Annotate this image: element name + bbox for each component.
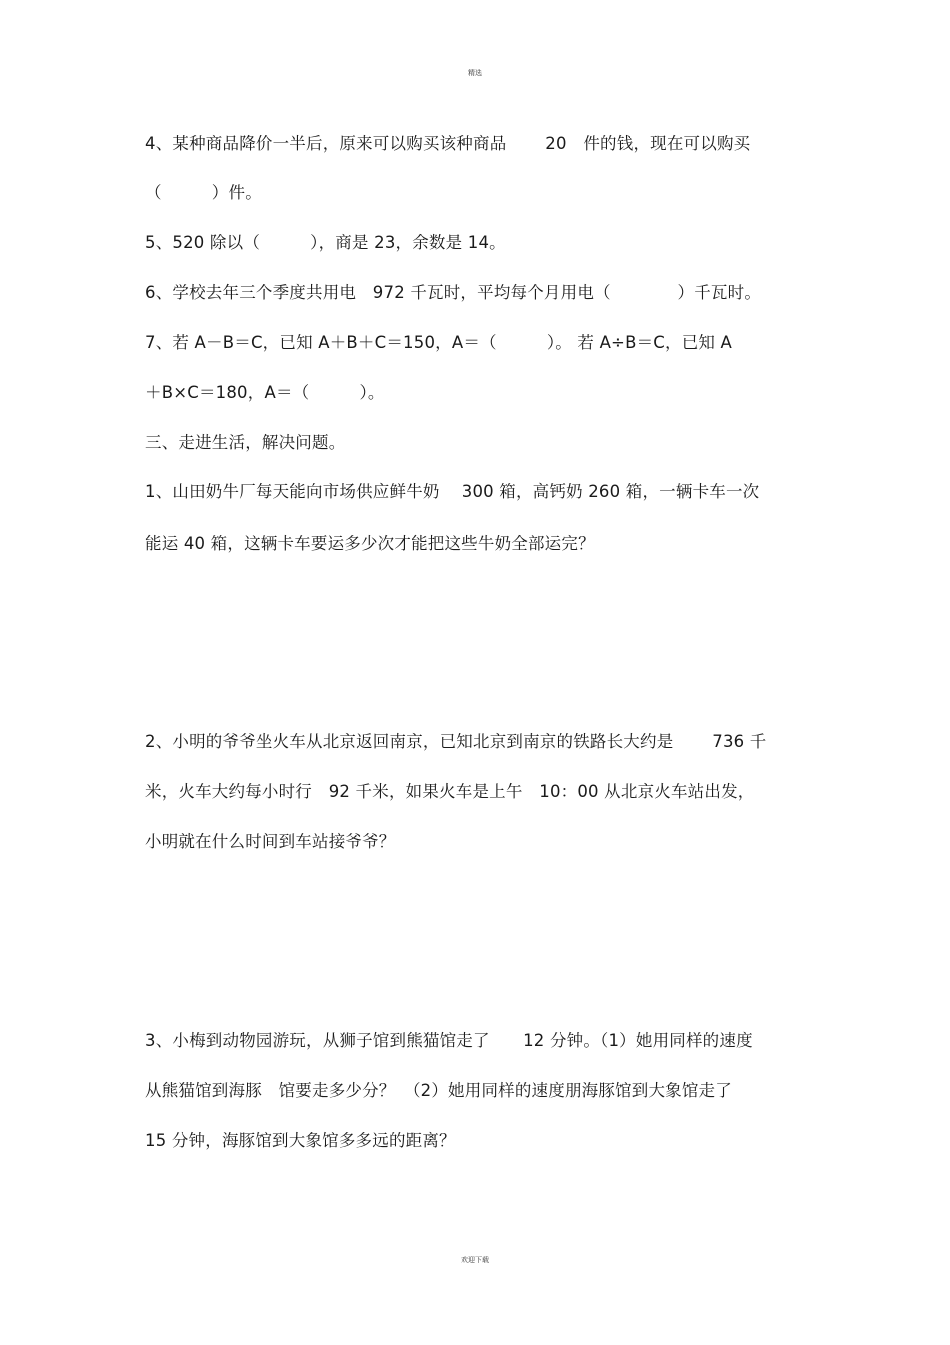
question-5: 5、520 除以（ ），商是 23，余数是 14。: [145, 233, 506, 252]
problem-3-line-1: 3、小梅到动物园游玩，从狮子馆到熊猫馆走了 12 分钟。（1）她用同样的速度: [145, 1031, 753, 1050]
question-6: 6、学校去年三个季度共用电 972 千瓦时，平均每个月用电（ ）千瓦时。: [145, 283, 762, 302]
problem-1-line-1: 1、山田奶牛厂每天能向市场供应鲜牛奶 300 箱，高钙奶 260 箱，一辆卡车一次: [145, 482, 760, 501]
question-4-line-1: 4、某种商品降价一半后，原来可以购买该种商品 20 件的钱，现在可以购买: [145, 134, 751, 153]
problem-1-line-2: 能运 40 箱，这辆卡车要运多少次才能把这些牛奶全部运完？: [145, 534, 595, 553]
section-3-heading: 三、走进生活，解决问题。: [145, 433, 346, 452]
problem-3-line-3: 15 分钟，海豚馆到大象馆多多远的距离？: [145, 1131, 456, 1150]
question-7-line-2: ＋B×C＝180，A＝（ ）。: [145, 383, 385, 402]
page-header: 精选: [468, 69, 482, 77]
problem-2-line-1: 2、小明的爷爷坐火车从北京返回南京，已知北京到南京的铁路长大约是 736 千: [145, 732, 767, 751]
question-4-line-2: （ ）件。: [145, 183, 262, 202]
problem-2-line-2: 米，火车大约每小时行 92 千米，如果火车是上午 10：00 从北京火车站出发，: [145, 782, 755, 801]
page-footer: 欢迎下载: [461, 1256, 489, 1264]
question-7-line-1: 7、若 A－B＝C，已知 A＋B＋C＝150，A＝（ ）。 若 A÷B＝C，已知 A: [145, 333, 733, 352]
problem-3-line-2: 从熊猫馆到海豚 馆要走多少分？ （2）她用同样的速度朋海豚馆到大象馆走了: [145, 1081, 732, 1100]
problem-2-line-3: 小明就在什么时间到车站接爷爷？: [145, 832, 396, 851]
